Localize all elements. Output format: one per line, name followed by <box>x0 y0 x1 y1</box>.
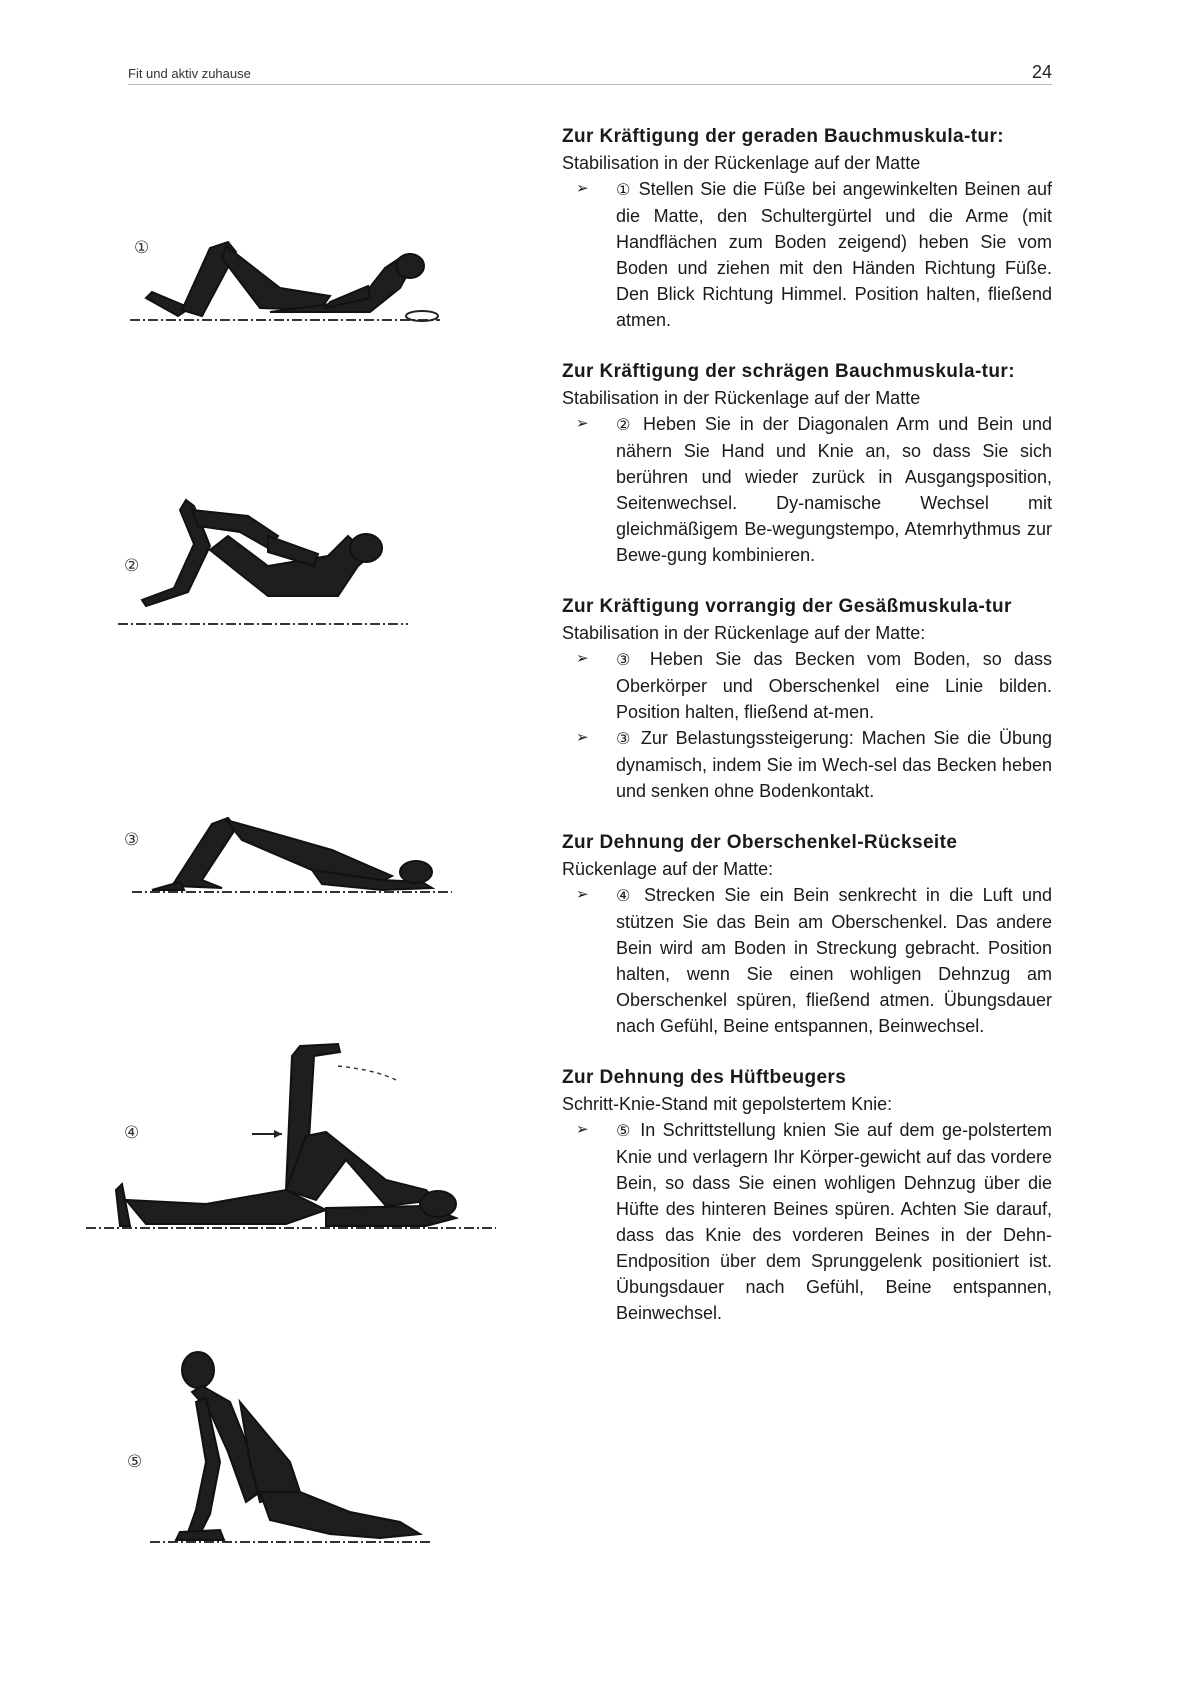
section-5 <box>562 1065 1052 1326</box>
bullet-item <box>562 646 1052 725</box>
bullet-text: Heben Sie in der Diagonalen Arm und Bein und nähern Sie Hand und Knie an, so dass Sie sich berühren und wieder zurück in Ausgangsposition, Seitenwechsel. Dy-namische Wechsel mit gleichmäßigem Be-wegungstempo, Atemrhythmus zur Bewe-gung kombinieren. <box>616 414 1052 565</box>
bullet-text: Stellen Sie die Füße bei angewinkelten Beinen auf die Matte, den Schultergürtel und die Arme (mit Handflächen zum Boden zeigend) heben Sie vom Boden und ziehen mit den Händen Richtung Füße. Den Blick Richtung Himmel. Position halten, fließend atmen. <box>616 179 1052 330</box>
section-3 <box>562 594 1052 804</box>
bullet-text: Heben Sie das Becken vom Boden, so dass Oberkörper und Oberschenkel eine Linie bilden. Position halten, fließend at-men. <box>616 649 1053 722</box>
exercise-5-figure <box>150 1342 440 1554</box>
exercise-1-figure <box>130 228 450 333</box>
exercise-number: ③ <box>616 650 638 669</box>
page-number: 24 <box>1031 62 1052 82</box>
bullet-arrow-icon: ➢ <box>576 180 589 197</box>
section-4 <box>562 830 1052 1039</box>
bullet-item <box>562 882 1052 1039</box>
bullet-text: In Schrittstellung knien Sie auf dem ge-polstertem Knie und verlagern Ihr Körper-gewicht auf das vordere Bein, so dass Sie einen wohligen Dehnzug über die Hüfte des hinteren Beines spüren. Achten Sie darauf, dass das Knie des vorderen Beines in der Dehn-Endposition über dem Sprunggelenk positioniert ist. Übungsdauer nach Gefühl, Beine entspannen, Beinwechsel. <box>616 1120 1052 1323</box>
bullet-arrow-icon: ➢ <box>576 650 589 667</box>
exercise-number: ⑤ <box>616 1121 633 1140</box>
section-1 <box>562 124 1052 333</box>
section-2 <box>562 359 1052 568</box>
section-subtitle: Stabilisation in der Rückenlage auf der Matte <box>562 153 921 173</box>
bullet-arrow-icon: ➢ <box>576 1121 589 1138</box>
section-subtitle: Rückenlage auf der Matte: <box>562 859 774 879</box>
exercise-number: ③ <box>616 729 634 748</box>
figures-column <box>0 0 560 1682</box>
section-subtitle: Stabilisation in der Rückenlage auf der Matte: <box>562 623 926 643</box>
bullet-item <box>562 725 1052 804</box>
section-title: Zur Dehnung des Hüftbeugers <box>562 1067 847 1088</box>
section-subtitle: Schritt-Knie-Stand mit gepolstertem Knie: <box>562 1094 893 1114</box>
exercise-4-figure <box>86 1040 506 1240</box>
exercise-number: ② <box>616 415 635 434</box>
section-subtitle: Stabilisation in der Rückenlage auf der Matte <box>562 388 921 408</box>
exercise-number: ① <box>616 180 632 199</box>
section-title: Zur Dehnung der Oberschenkel-Rückseite <box>562 832 958 853</box>
figure-1-label: ① <box>134 238 150 258</box>
bullet-arrow-icon: ➢ <box>576 729 589 746</box>
bullet-text: Zur Belastungssteigerung: Machen Sie die Übung dynamisch, indem Sie im Wech-sel das Becken heben und senken ohne Bodenkontakt. <box>616 728 1052 801</box>
section-title: Zur Kräftigung vorrangig der Gesäßmuskula-tur <box>562 596 1012 617</box>
exercise-2-figure <box>118 496 418 644</box>
bullet-item <box>562 1117 1052 1326</box>
section-title: Zur Kräftigung der geraden Bauchmuskula-tur: <box>562 126 1004 147</box>
figure-4-label: ④ <box>124 1123 140 1143</box>
figure-5-label: ⑤ <box>127 1452 143 1472</box>
bullet-arrow-icon: ➢ <box>576 415 589 432</box>
figure-3-label: ③ <box>124 830 140 850</box>
bullet-item <box>562 176 1052 333</box>
bullet-text: Strecken Sie ein Bein senkrecht in die Luft und stützen Sie das Bein am Oberschenkel. Das andere Bein wird am Boden in Streckung gebracht. Position halten, wenn Sie einen wohligen Dehnzug am Oberschenkel spüren, fließend atmen. Übungsdauer nach Gefühl, Beine entspannen, Beinwechsel. <box>616 885 1052 1036</box>
figure-2-label: ② <box>124 556 140 576</box>
section-title: Zur Kräftigung der schrägen Bauchmuskula-tur: <box>562 361 1015 382</box>
exercise-3-figure <box>132 810 462 900</box>
exercise-number: ④ <box>616 886 635 905</box>
header-title: Fit und aktiv zuhause <box>128 66 251 81</box>
bullet-arrow-icon: ➢ <box>576 886 589 903</box>
bullet-item <box>562 411 1052 568</box>
text-column <box>562 124 1052 1326</box>
